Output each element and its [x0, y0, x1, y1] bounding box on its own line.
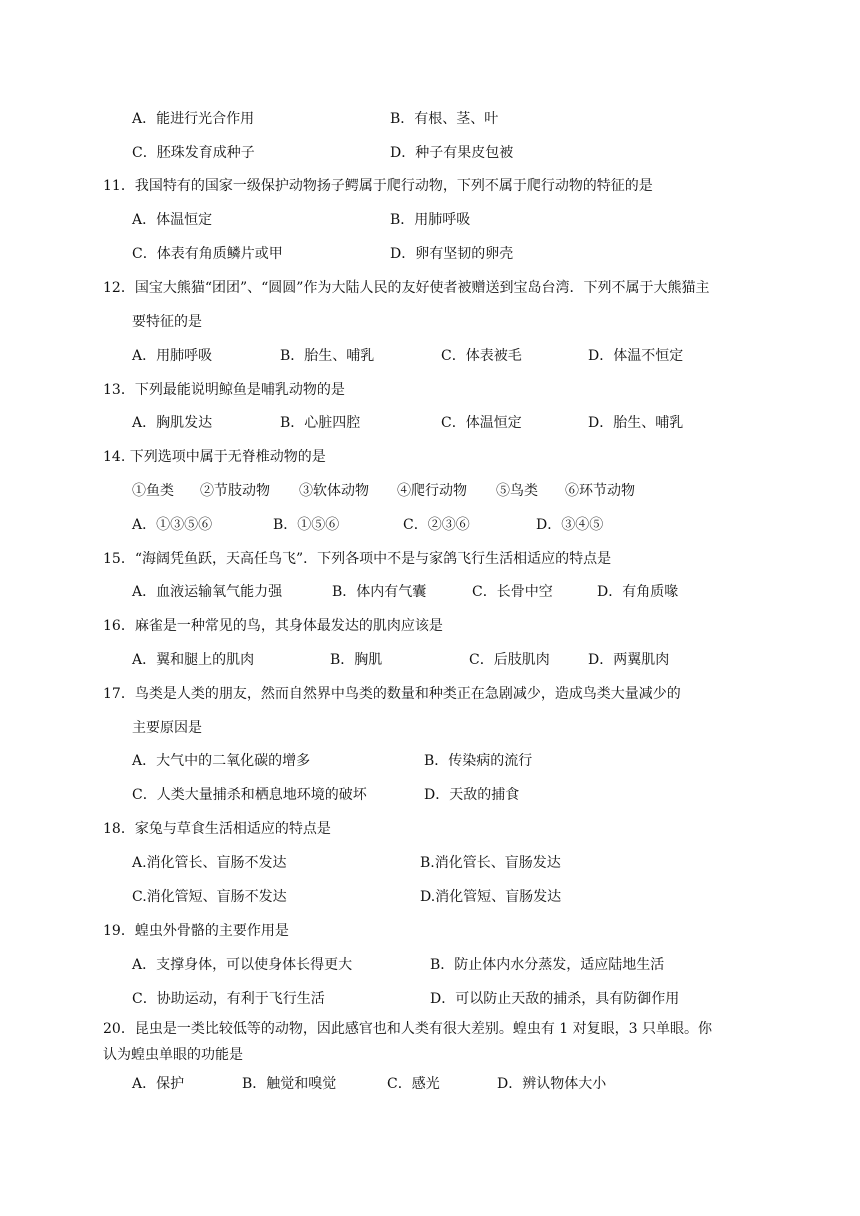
q11-option-c: C．体表有角质鳞片或甲 — [132, 246, 283, 262]
q11-option-a: A．体温恒定 — [132, 212, 213, 228]
q11-stem: 11．我国特有的国家一级保护动物扬子鳄属于爬行动物，下列不属于爬行动物的特征的是 — [103, 178, 653, 194]
q17-stem-line-1: 17．鸟类是人类的朋友，然而自然界中鸟类的数量和种类正在急剧减少，造成鸟类大量减少的 — [103, 686, 681, 702]
q15-stem: 15．“海阔凭鱼跃，天高任鸟飞”．下列各项中不是与家鸽飞行生活相适应的特点是 — [103, 551, 612, 567]
q14-option-c: C．②③⑥ — [403, 517, 470, 533]
q10-option-a: A．能进行光合作用 — [132, 111, 255, 127]
q18-option-d: D.消化管短、盲肠发达 — [420, 889, 562, 905]
q13-option-d: D．胎生、哺乳 — [588, 415, 684, 431]
q13-option-c: C．体温恒定 — [441, 415, 522, 431]
q16-option-c: C．后肢肌肉 — [469, 652, 550, 668]
q14-stem: 14. 下列选项中属于无脊椎动物的是 — [103, 449, 326, 465]
q19-option-d: D．可以防止天敌的捕杀，具有防御作用 — [430, 991, 680, 1007]
q14-option-a: A．①③⑤⑥ — [132, 517, 213, 533]
q18-option-a: A.消化管长、盲肠不发达 — [132, 855, 287, 871]
q13-stem: 13．下列最能说明鲸鱼是哺乳动物的是 — [103, 382, 345, 398]
q20-stem-line-2: 认为蝗虫单眼的功能是 — [103, 1047, 243, 1063]
q14-item-6: ⑥环节动物 — [565, 483, 635, 499]
q14-item-2: ②节肢动物 — [200, 483, 270, 499]
q16-option-a: A．翼和腿上的肌肉 — [132, 652, 255, 668]
q17-option-d: D．天敌的捕食 — [424, 787, 520, 803]
q16-option-d: D．两翼肌肉 — [588, 652, 670, 668]
q20-option-d: D．辨认物体大小 — [497, 1076, 607, 1092]
q12-option-d: D．体温不恒定 — [588, 348, 684, 364]
q12-stem-line-1: 12．国宝大熊猫“团团”、“圆圆”作为大陆人民的友好使者被赠送到宝岛台湾．下列不属于大熊猫主 — [103, 280, 710, 296]
q17-option-c: C．人类大量捕杀和栖息地环境的破坏 — [132, 787, 367, 803]
q14-item-1: ①鱼类 — [132, 483, 174, 499]
q11-option-b: B．用肺呼吸 — [390, 212, 471, 228]
q13-option-b: B．心脏四腔 — [280, 415, 361, 431]
q10-option-b: B．有根、茎、叶 — [390, 111, 499, 127]
q14-item-3: ③软体动物 — [299, 483, 369, 499]
q17-option-b: B．传染病的流行 — [424, 753, 533, 769]
q10-option-c: C．胚珠发育成种子 — [132, 145, 255, 161]
q12-option-c: C．体表被毛 — [441, 348, 522, 364]
q20-stem-line-1: 20．昆虫是一类比较低等的动物，因此感官也和人类有很大差别。蝗虫有 1 对复眼，3 只单眼。你 — [103, 1021, 712, 1037]
q18-option-b: B.消化管长、盲肠发达 — [420, 855, 561, 871]
q19-stem: 19．蝗虫外骨骼的主要作用是 — [103, 923, 289, 939]
q14-option-d: D．③④⑤ — [536, 517, 604, 533]
q20-option-a: A．保护 — [132, 1076, 185, 1092]
q19-option-c: C．协助运动，有利于飞行生活 — [132, 991, 325, 1007]
q15-option-c: C．长骨中空 — [472, 584, 553, 600]
q12-option-b: B．胎生、哺乳 — [280, 348, 375, 364]
q18-stem: 18．家兔与草食生活相适应的特点是 — [103, 821, 331, 837]
q14-item-5: ⑤鸟类 — [496, 483, 538, 499]
q14-item-4: ④爬行动物 — [397, 483, 467, 499]
q15-option-d: D．有角质喙 — [597, 584, 679, 600]
q16-option-b: B．胸肌 — [330, 652, 383, 668]
q19-option-b: B．防止体内水分蒸发，适应陆地生活 — [430, 957, 665, 973]
q14-option-b: B．①⑤⑥ — [273, 517, 340, 533]
q17-option-a: A．大气中的二氧化碳的增多 — [132, 753, 311, 769]
q11-option-d: D．卵有坚韧的卵壳 — [390, 246, 514, 262]
q19-option-a: A．支撑身体，可以使身体长得更大 — [132, 957, 353, 973]
q13-option-a: A．胸肌发达 — [132, 415, 213, 431]
q17-stem-line-2: 主要原因是 — [132, 720, 202, 736]
q12-option-a: A．用肺呼吸 — [132, 348, 213, 364]
q18-option-c: C.消化管短、盲肠不发达 — [132, 889, 287, 905]
q20-option-c: C．感光 — [387, 1076, 440, 1092]
q10-option-d: D．种子有果皮包被 — [390, 145, 514, 161]
q15-option-b: B．体内有气囊 — [332, 584, 427, 600]
q12-stem-line-2: 要特征的是 — [132, 314, 202, 330]
q20-option-b: B．触觉和嗅觉 — [242, 1076, 337, 1092]
q15-option-a: A．血液运输氧气能力强 — [132, 584, 283, 600]
q16-stem: 16．麻雀是一种常见的鸟，其身体最发达的肌肉应该是 — [103, 618, 443, 634]
